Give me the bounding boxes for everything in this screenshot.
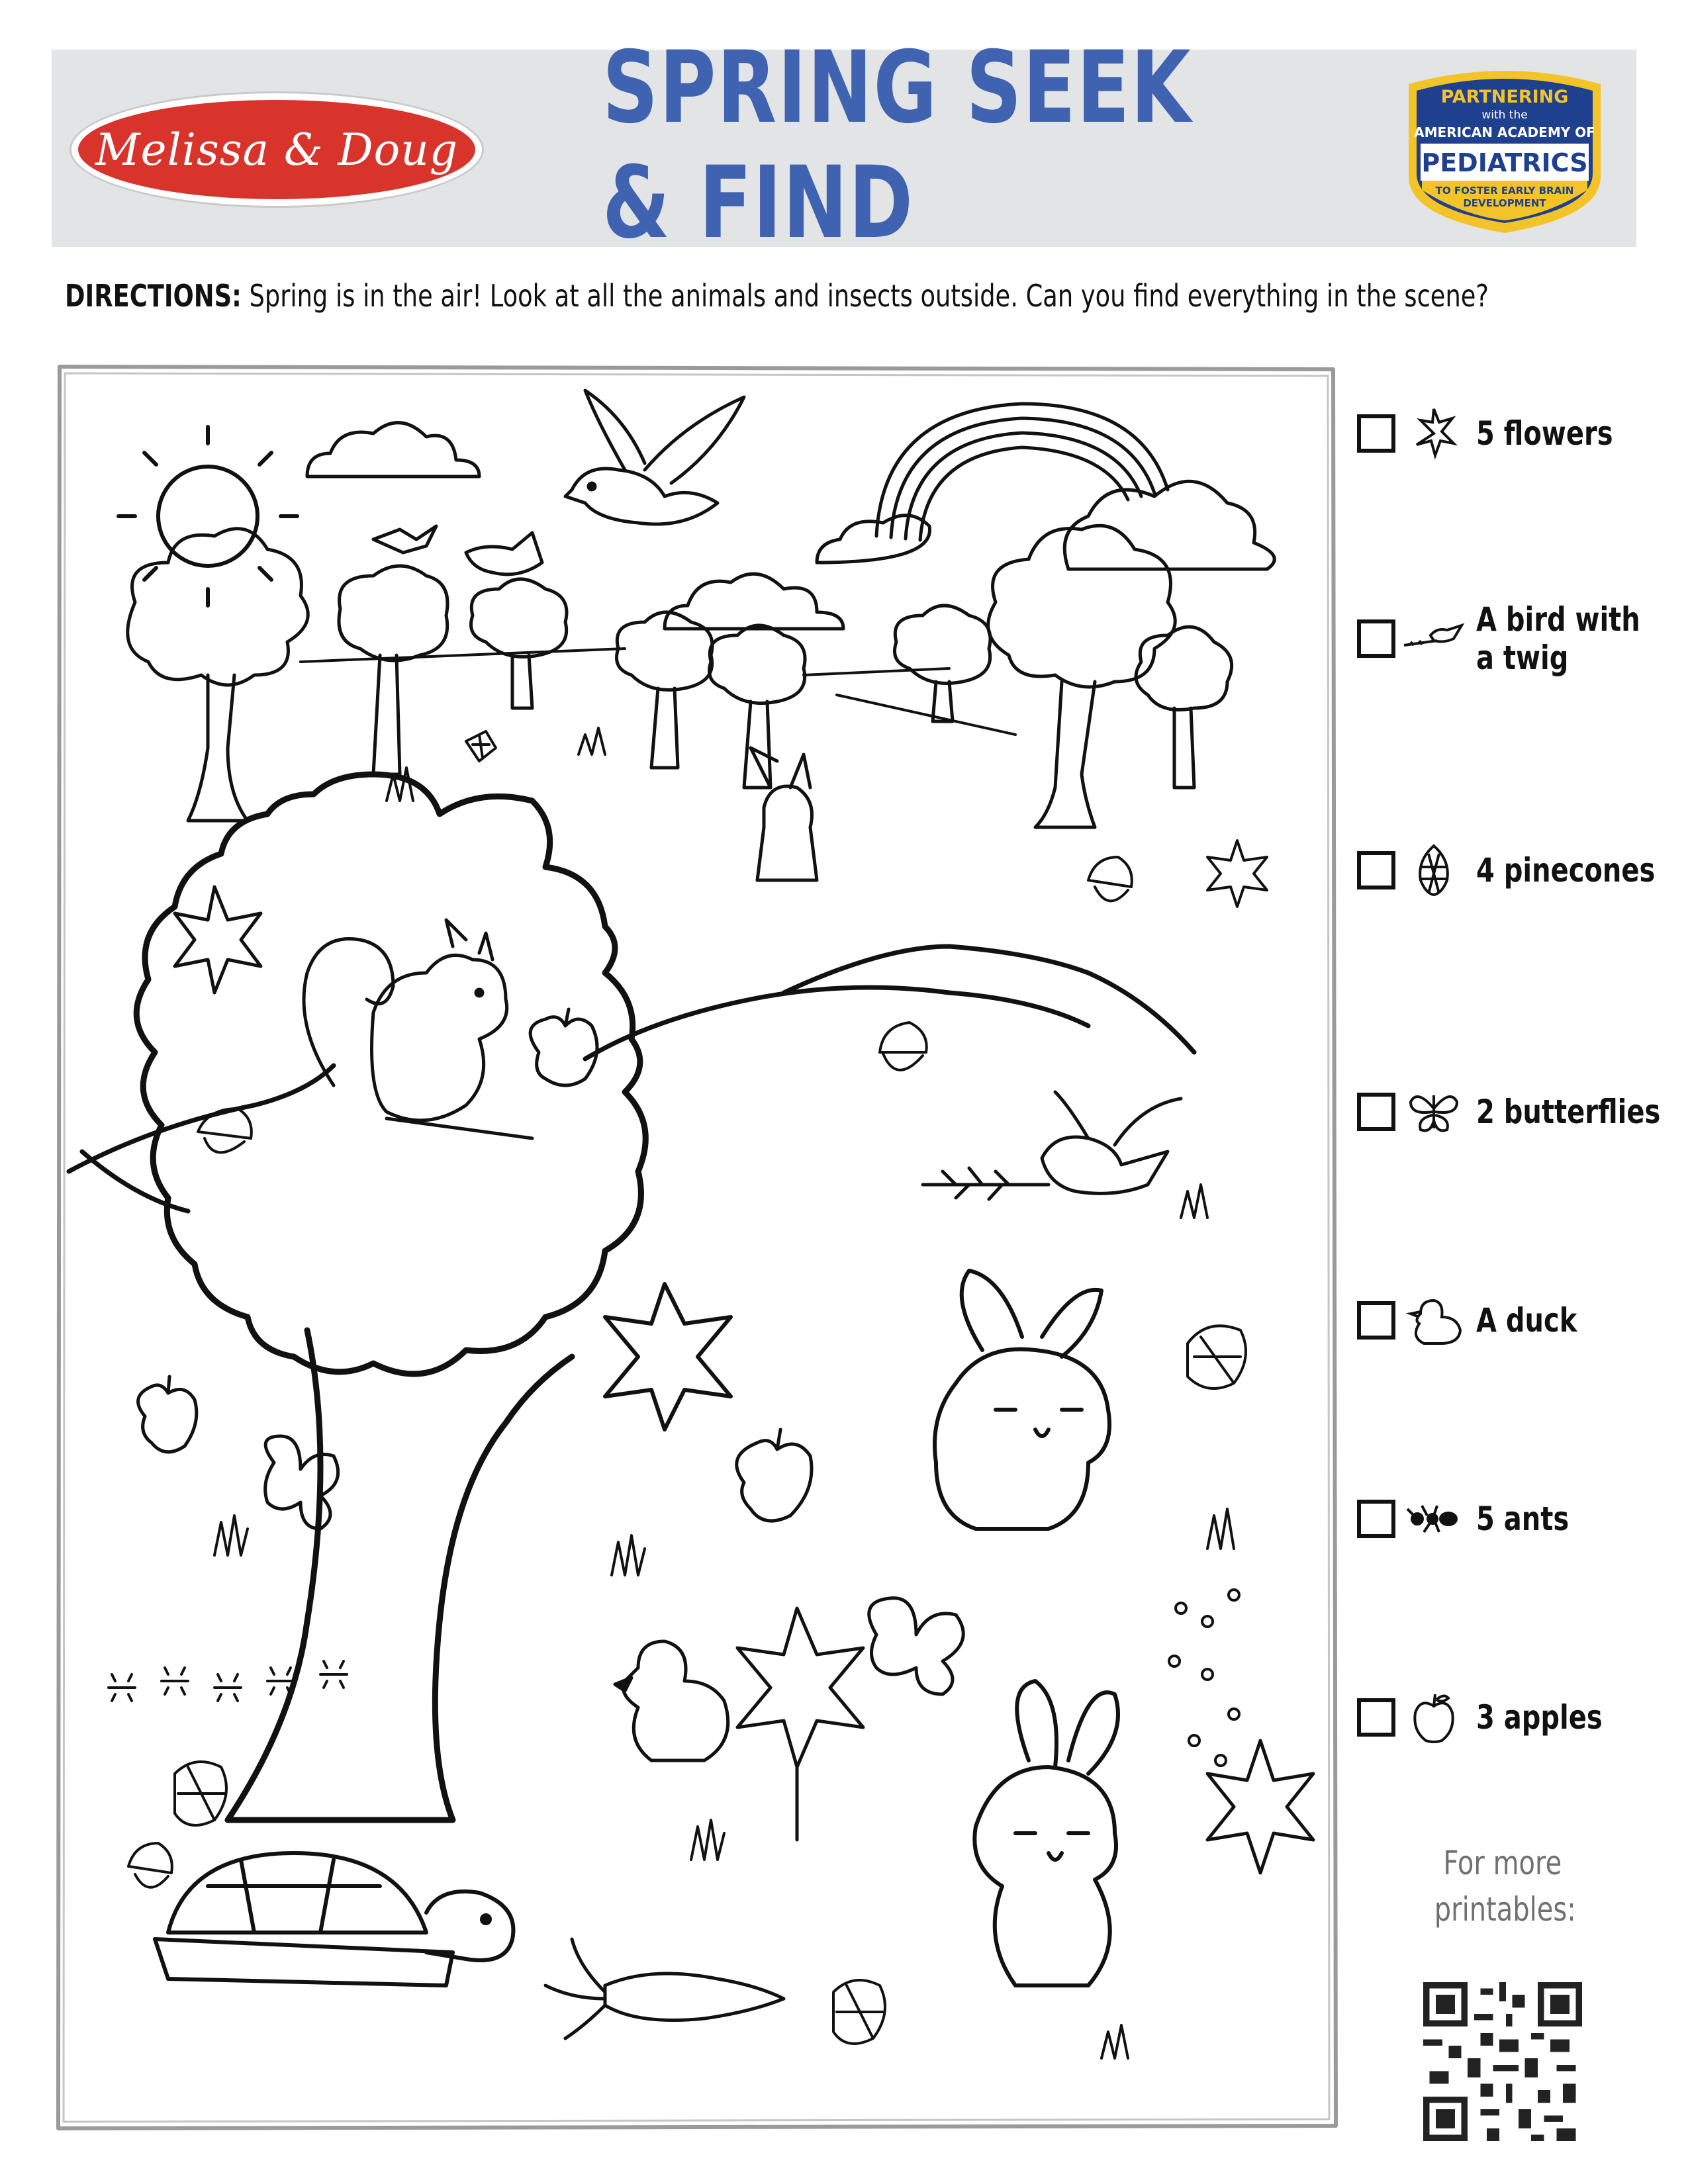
ant-icon <box>214 1674 241 1701</box>
squirrel-icon <box>304 920 532 1138</box>
duck-icon <box>1401 1291 1467 1350</box>
pinecone-icon <box>833 1980 885 2044</box>
apple-icon <box>138 1377 197 1452</box>
carrot-icon <box>545 1939 784 2038</box>
checkbox-ants[interactable] <box>1357 1500 1395 1538</box>
checklist-item-duck <box>1357 1284 1662 1357</box>
more-printables <box>1417 1840 1589 1939</box>
seek-and-find-scene <box>56 364 1340 2131</box>
bird-icon <box>466 533 542 574</box>
directions <box>65 278 1614 324</box>
apple-icon <box>530 1009 597 1085</box>
butterfly-icon <box>265 1436 338 1529</box>
pinecone-icon <box>175 1762 226 1825</box>
ants-row <box>109 1661 347 1701</box>
bird-icon <box>565 390 744 524</box>
badge-line-3: AMERICAN ACADEMY OF <box>1414 124 1595 140</box>
checklist-item-butterflies <box>1357 1075 1662 1148</box>
tree-icon <box>617 612 713 768</box>
checkbox-butterflies[interactable] <box>1357 1093 1395 1131</box>
page-title: SPRING SEEK & FIND <box>602 30 1192 261</box>
more-printables-line-1: For more <box>1443 1844 1562 1882</box>
grass-icon <box>214 1516 248 1555</box>
badge-line-2: with the <box>1481 109 1528 122</box>
aap-partner-badge <box>1395 64 1614 236</box>
rabbit-icon <box>974 1681 1118 1985</box>
badge-line-1: PARTNERING <box>1440 87 1569 107</box>
footprints <box>1169 1590 1239 1766</box>
scene-frame <box>58 367 1336 2128</box>
flower-icon <box>737 1608 863 1840</box>
apple-icon <box>1401 1688 1467 1747</box>
butterfly-icon <box>869 1598 964 1694</box>
tree-icon <box>895 606 991 721</box>
ant-icon <box>109 1674 135 1701</box>
flower-icon <box>1207 841 1267 907</box>
checkbox-apples[interactable] <box>1357 1698 1395 1737</box>
duck-icon <box>615 1641 728 1760</box>
checklist-item-bird-with-twig <box>1357 596 1662 682</box>
brand-logo[interactable] <box>71 93 482 206</box>
checklist-item-apples <box>1357 1681 1662 1754</box>
grass-icon <box>1102 2025 1128 2058</box>
directions-label: DIRECTIONS: <box>65 278 242 314</box>
checklist-label: 2 butterflies <box>1476 1093 1661 1131</box>
pinecone-icon <box>1401 841 1467 900</box>
rabbit-icon <box>935 1271 1109 1529</box>
checkbox-pinecones[interactable] <box>1357 851 1395 889</box>
grass-icon <box>579 728 605 754</box>
butterfly-icon <box>1401 1082 1467 1142</box>
ant-icon <box>267 1668 294 1694</box>
grass-icon <box>612 1535 645 1575</box>
bird-with-twig-icon <box>923 1092 1181 1199</box>
rabbit-icon <box>751 748 817 880</box>
brand-name: Melissa & Doug <box>95 124 459 175</box>
checklist <box>1357 397 1662 1787</box>
cloud-icon <box>307 423 479 477</box>
more-printables-line-2: printables: <box>1434 1890 1576 1929</box>
sun-icon <box>118 427 297 606</box>
flower-icon <box>605 1284 731 1430</box>
checklist-label: A duck <box>1476 1301 1577 1340</box>
grass-icon <box>1181 1185 1207 1218</box>
badge-line-5: TO FOSTER EARLY BRAIN <box>1435 185 1574 197</box>
checkbox-duck[interactable] <box>1357 1301 1395 1340</box>
bird-icon <box>1401 609 1467 668</box>
checklist-label-line-2: a twig <box>1476 639 1569 677</box>
ant-icon <box>162 1668 188 1694</box>
tree-icon <box>1136 627 1232 788</box>
checklist-item-pinecones <box>1357 834 1662 907</box>
acorn-icon <box>128 1843 172 1888</box>
badge-line-6: DEVELOPMENT <box>1463 197 1546 209</box>
checklist-label: 3 apples <box>1476 1698 1603 1737</box>
bird-icon <box>373 526 436 553</box>
directions-text: Spring is in the air! Look at all the animals and insects outside. Can you find everything in the scene? <box>241 278 1489 314</box>
checklist-item-ants <box>1357 1482 1662 1555</box>
qr-code[interactable] <box>1423 1982 1582 2141</box>
acorn-icon <box>1088 857 1132 901</box>
tree-icon <box>988 525 1176 827</box>
tree-icon <box>128 529 308 821</box>
cloud-icon <box>817 516 930 563</box>
big-tree <box>69 774 1194 1820</box>
flower-icon <box>1207 1741 1313 1873</box>
grass-icon <box>691 1820 724 1860</box>
ant-icon <box>1401 1489 1467 1549</box>
checkbox-bird-with-twig[interactable] <box>1357 619 1395 658</box>
checklist-label-group <box>1467 600 1681 677</box>
checklist-label: 4 pinecones <box>1476 851 1656 889</box>
ant-icon <box>320 1661 347 1688</box>
checklist-label: 5 ants <box>1476 1500 1570 1538</box>
badge-line-4: PEDIATRICS <box>1421 148 1588 177</box>
checklist-item-flowers <box>1357 397 1662 470</box>
checklist-label: 5 flowers <box>1476 414 1613 453</box>
header-banner <box>52 30 1636 261</box>
pinecone-icon <box>466 731 496 761</box>
turtle-icon <box>155 1853 513 1985</box>
checklist-label: A bird with <box>1476 600 1640 639</box>
apple-icon <box>737 1430 812 1521</box>
grass-icon <box>1207 1509 1234 1549</box>
acorn-icon <box>880 1023 927 1070</box>
pinecone-icon <box>1188 1326 1246 1388</box>
tree-icon <box>471 579 567 708</box>
checkbox-flowers[interactable] <box>1357 414 1395 453</box>
flower-icon <box>175 887 261 993</box>
flower-icon <box>1401 404 1467 463</box>
tree-icon <box>339 566 447 774</box>
